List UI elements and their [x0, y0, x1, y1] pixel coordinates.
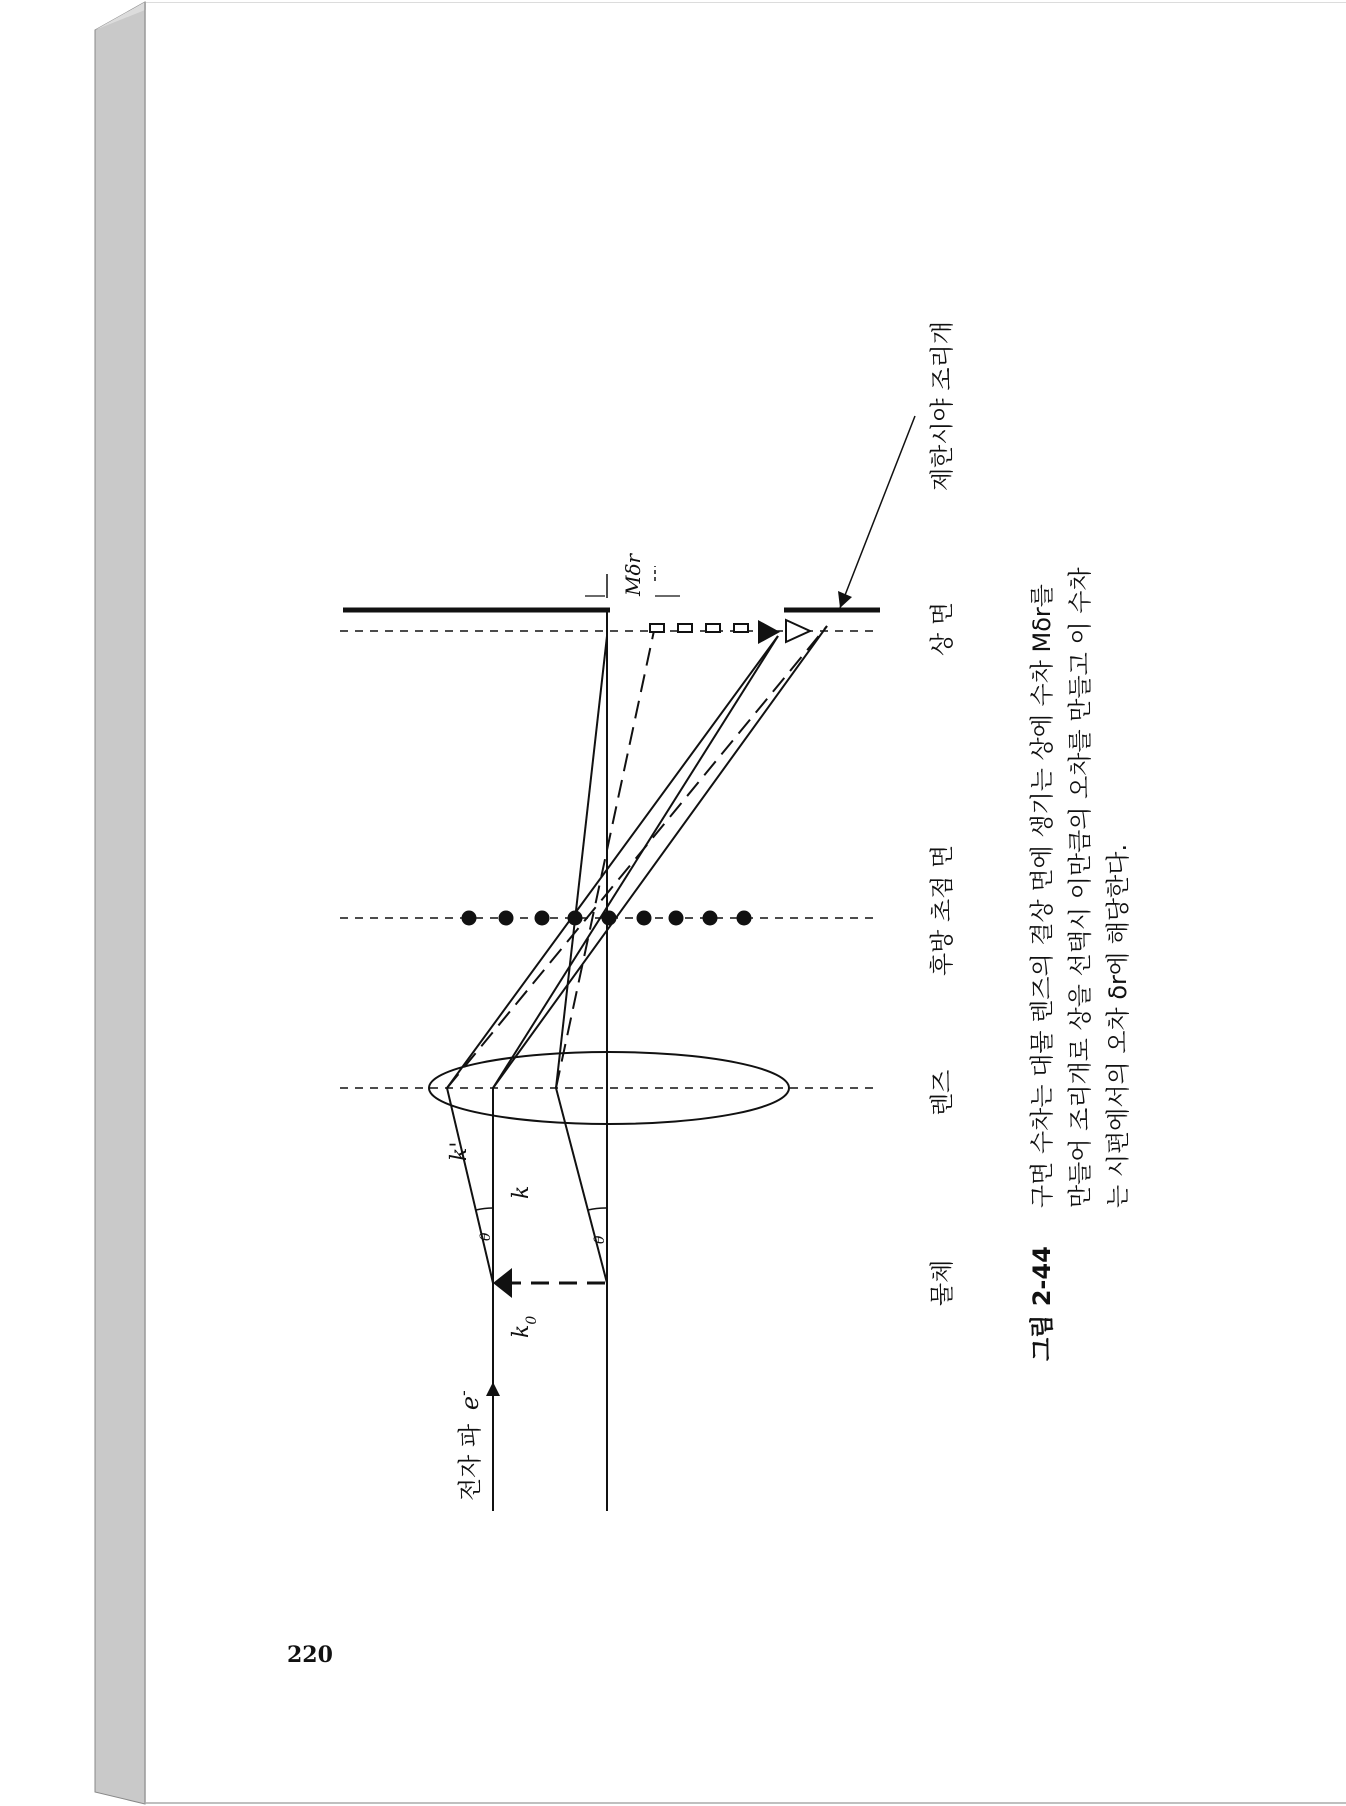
label-theta-1: θ — [478, 1232, 494, 1241]
page-stack-edge — [95, 2, 145, 1804]
label-object: 물체 — [928, 1259, 956, 1306]
caption-line-2: 만들어 조리개로 상을 선택시 이만큼의 오차를 만들고 이 수차 — [1066, 567, 1094, 1208]
label-m-delta-r: Mδr — [621, 553, 645, 596]
page-number: 220 — [287, 1642, 333, 1668]
caption-label: 그림 2-44 — [1028, 1246, 1056, 1361]
label-lens: 렌즈 — [928, 1069, 956, 1116]
caption-line-1: 구면 수차는 대물 렌즈의 결상 면에 생기는 상에 수차 Mδr를 — [1028, 584, 1056, 1208]
diffraction-spots — [462, 911, 752, 926]
label-image-plane: 상 면 — [928, 602, 956, 656]
label-k-prime: k' — [447, 1141, 472, 1161]
caption-line-3: 는 시편에서의 오차 δr에 해당한다. — [1104, 843, 1132, 1208]
label-back-focal-plane: 후방 초점 면 — [928, 844, 956, 976]
label-electron-wave: 전자 파 e- — [453, 1390, 484, 1501]
label-k0: $k_0$ — [509, 1315, 540, 1338]
label-k: k — [509, 1185, 534, 1199]
label-theta-2: θ — [592, 1235, 608, 1244]
label-aperture: 제한시야 조리개 — [928, 321, 956, 491]
